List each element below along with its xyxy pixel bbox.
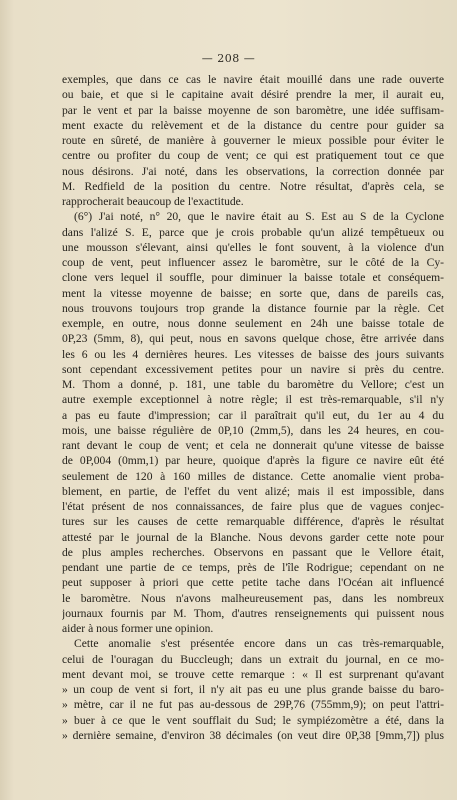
text-line: M. Thom a donné, p. 181, une table du baromètre du Vellore; c'est un [62,378,444,391]
text-line: route en sûreté, de manière à gouverner le mieux possible pour éviter le [62,134,444,147]
text-line: blement, en partie, de l'effet du vent alizé; mais il est impossible, dans [62,484,444,498]
text-line: centre ou profiter du coup de vent; ce qui est pratiquement tout ce que [62,149,444,163]
text-line: mois, une baisse régulière de 0P,10 (2mm,5), dans les 24 heures, en cou- [62,423,444,437]
text-line: a pas eu faute d'impression; car il paraîtrait qu'il eut, du 1er au 4 du [62,408,444,422]
text-line: rapprocherait beaucoup de l'exactitude. [62,195,244,208]
text-line: une mousson s'élevant, ainsi qu'elles le font souvent, à la violence d'un [62,240,444,254]
text-line: ou baie, et que si le capitaine avait désiré prendre la mer, il aurait eu, [62,88,444,102]
text-line: les 6 ou les 4 dernières heures. Les vitesses de baisse des jours suivants [62,347,444,361]
text-line: dans l'alizé S. E, parce que je crois probable qu'un alizé tempêtueux ou [62,225,444,239]
text-line: exemple, en outre, nous donne seulement en 24h une baisse totale de [62,317,444,330]
text-line: pendant une partie de ce temps, près de l'île Rodrigue; cependant on ne [62,561,444,574]
text-line: ment exacte du relèvement et de la distance du centre pour guider sa [62,118,444,132]
text-line: le baromètre. Nous n'avons malheureusement pas, dans les nombreux [62,591,444,605]
text-line: sont cependant excessivement petites pour un navire si près du centre. [62,362,444,376]
text-line: » dernière semaine, d'environ 38 décimales (on veut dire 0P,38 [9mm,7]) plus [62,728,444,742]
text-line: » mètre, car il ne fut pas au-dessous de 29P,76 (755mm,9); on peut l'attri- [62,698,444,712]
text-line: celui de l'ouragan du Buccleugh; dans un extrait du journal, en ce mo- [62,652,444,666]
text-line: peut supposer à priori que cette petite tache dans l'Océan ait influencé [62,576,444,590]
page-number: — 208 — [201,52,256,65]
text-line: coup de vent, peut influencer assez le baromètre, sur le côté de la Cy- [62,256,444,269]
text-line: (6°) J'ai noté, n° 20, que le navire était au S. Est au S de la Cyclone [74,210,444,224]
text-line: de 0P,004 (0mm,1) par heure, quoique d'après la figure ce navire eût été [62,454,444,468]
text-line: nous désirons. J'ai noté, dans les observations, la correction donnée par [62,164,444,178]
text-line: clone vers lequel il souffle, pour diminuer la baisse totale et conséquem- [62,271,444,285]
text-line: 0P,23 (5mm, 8), qui peut, nous en savons quelque chose, être arrivée dans [62,332,444,346]
text-line: de plus amples recherches. Observons en passant que le Vellore était, [62,545,444,559]
text-line: tures sur les causes de cette remarquable différence, d'après le résultat [62,515,444,529]
text-line: seulement de 120 à 160 milles de distance. Cette anomalie vient proba- [62,469,444,483]
text-line: » buer à ce que le vent soufflait du Sud; le sympiézomètre a été, dans la [62,713,444,727]
text-line: ment devant moi, se trouve cette remarque : « Il est surprenant qu'avant [62,667,444,681]
text-line: M. Redfield de la position du centre. Notre résultat, d'après cela, se [62,179,444,193]
text-line: journaux fournis par M. Thom, d'autres renseignements qui puissent nous [62,606,444,620]
text-line: aider à nous former une opinion. [62,622,214,635]
text-line: l'état présent de nos connaissances, de faire plus que de vagues conjec- [62,500,444,513]
text-line: exemples, que dans ce cas le navire était mouillé dans une rade ouverte [62,73,444,86]
text-line: autre exemple exceptionnel à notre règle; il est très-remarquable, s'il n'y [62,393,444,407]
text-line: Cette anomalie s'est présentée encore dans un cas très-remarquable, [74,637,444,651]
text-line: attesté par le journal de la Blanche. Nous devons garder cette note pour [62,530,444,544]
text-line: » un coup de vent si fort, il n'y ait pas eu une plus grande baisse du baro- [62,683,444,696]
body-text [62,72,444,743]
text-line: rant devant le coup de vent; et cela ne donnerait qu'une vitesse de baisse [62,439,444,452]
text-line: nous trouvons toujours trop grande la distance fournie par la règle. Cet [62,301,444,315]
text-line: ment la vitesse moyenne de baisse; en sorte que, dans de pareils cas, [62,286,444,300]
text-line: par le vent et par la baisse moyenne de son baromètre, une idée suffisam- [62,103,444,117]
